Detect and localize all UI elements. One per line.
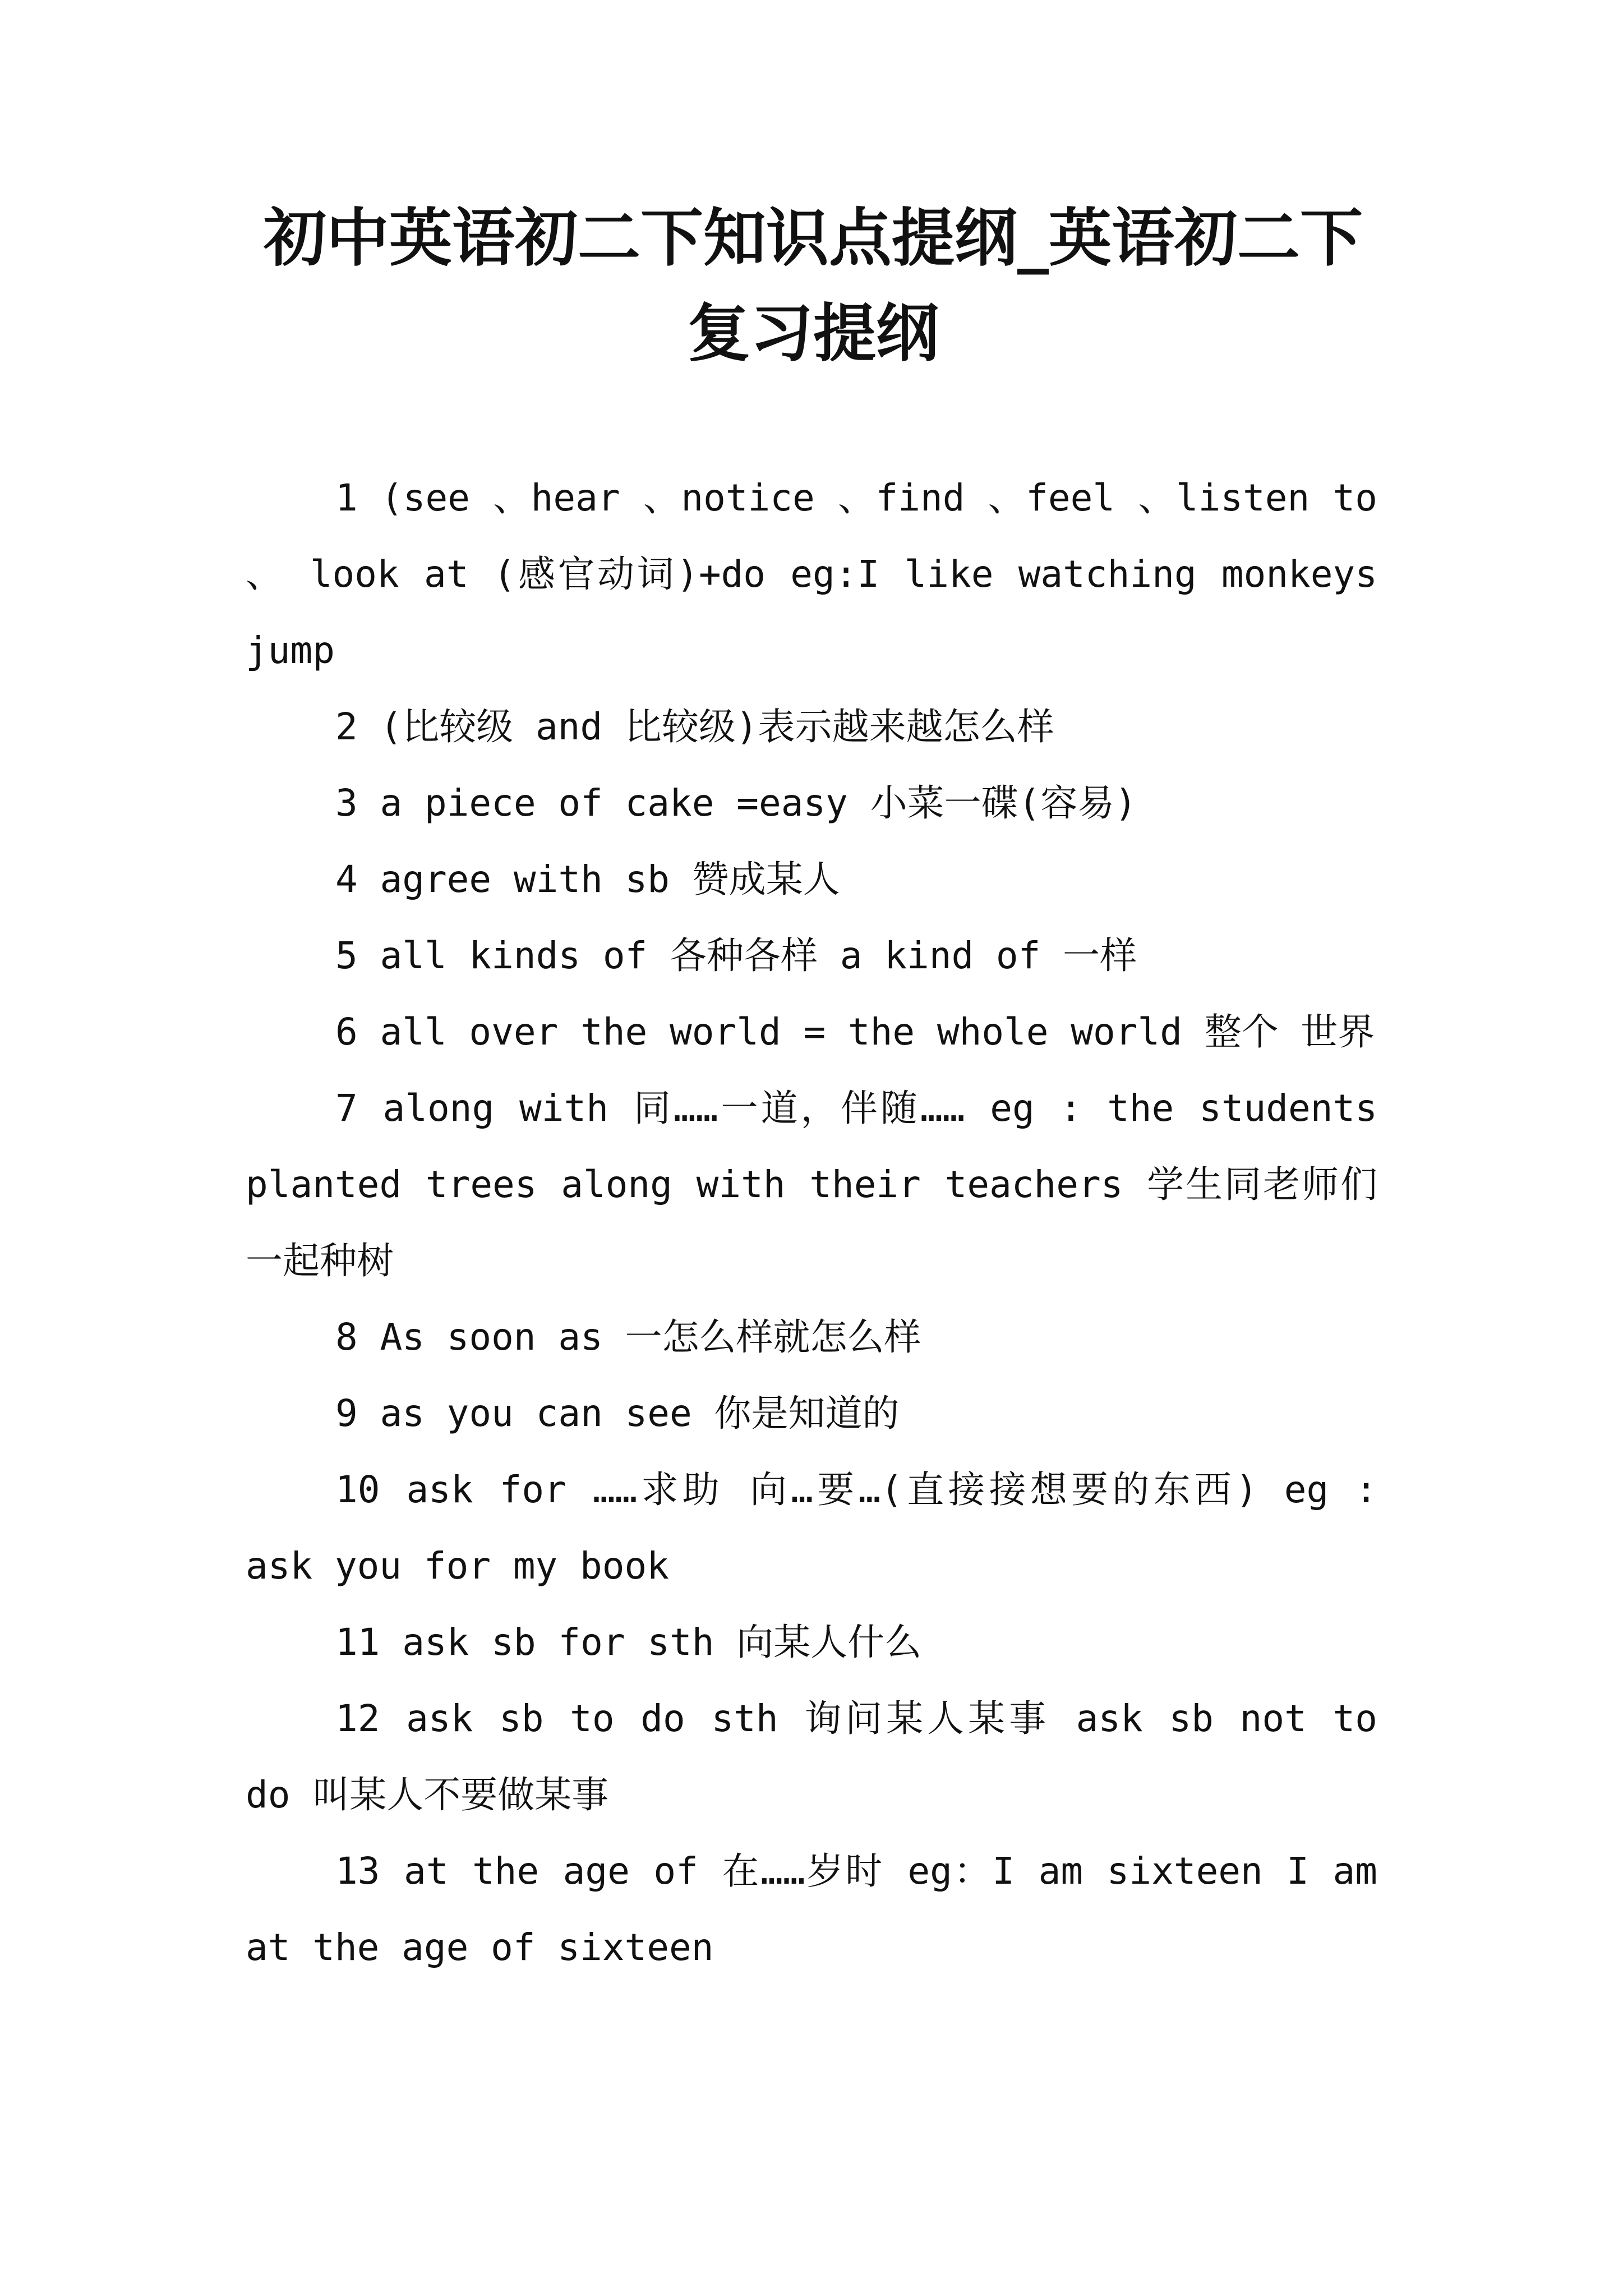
document-title: 初中英语初二下知识点提纲_英语初二下复习提纲 [264, 201, 1363, 370]
paragraph-6: 6 all over the world = the whole world 整个 世界 [335, 1010, 1375, 1053]
paragraph-1: 1 (see 、hear 、notice 、find 、feel 、listen to 、 look at (感官动词)+do eg:I like watching monkeys jump [246, 476, 1377, 672]
paragraph-4: 4 agree with sb 赞成某人 [335, 858, 840, 901]
paragraph-7: 7 along with 同……一道，伴随…… eg : the students planted trees along with their teachers 学生同老师们一起种树 [246, 1087, 1377, 1282]
paragraph-13: 13 at the age of 在……岁时 eg：I am sixteen I am at the age of sixteen [246, 1849, 1377, 1969]
paragraph-5: 5 all kinds of 各种各样 a kind of 一样 [335, 934, 1137, 977]
document-body [246, 460, 1377, 1986]
paragraph-11: 11 ask sb for sth 向某人什么 [335, 1621, 922, 1664]
paragraph-2: 2 (比较级 and 比较级)表示越来越怎么样 [335, 705, 1054, 748]
paragraph-12: 12 ask sb to do sth 询问某人某事 ask sb not to do 叫某人不要做某事 [246, 1697, 1377, 1816]
paragraph-9: 9 as you can see 你是知道的 [335, 1392, 900, 1435]
paragraph-10: 10 ask for ……求助 向…要…(直接接想要的东西) eg : ask you for my book [246, 1468, 1377, 1588]
paragraph-8: 8 As soon as 一怎么样就怎么样 [335, 1315, 921, 1359]
paragraph-3: 3 a piece of cake =easy 小菜一碟(容易) [335, 781, 1137, 825]
